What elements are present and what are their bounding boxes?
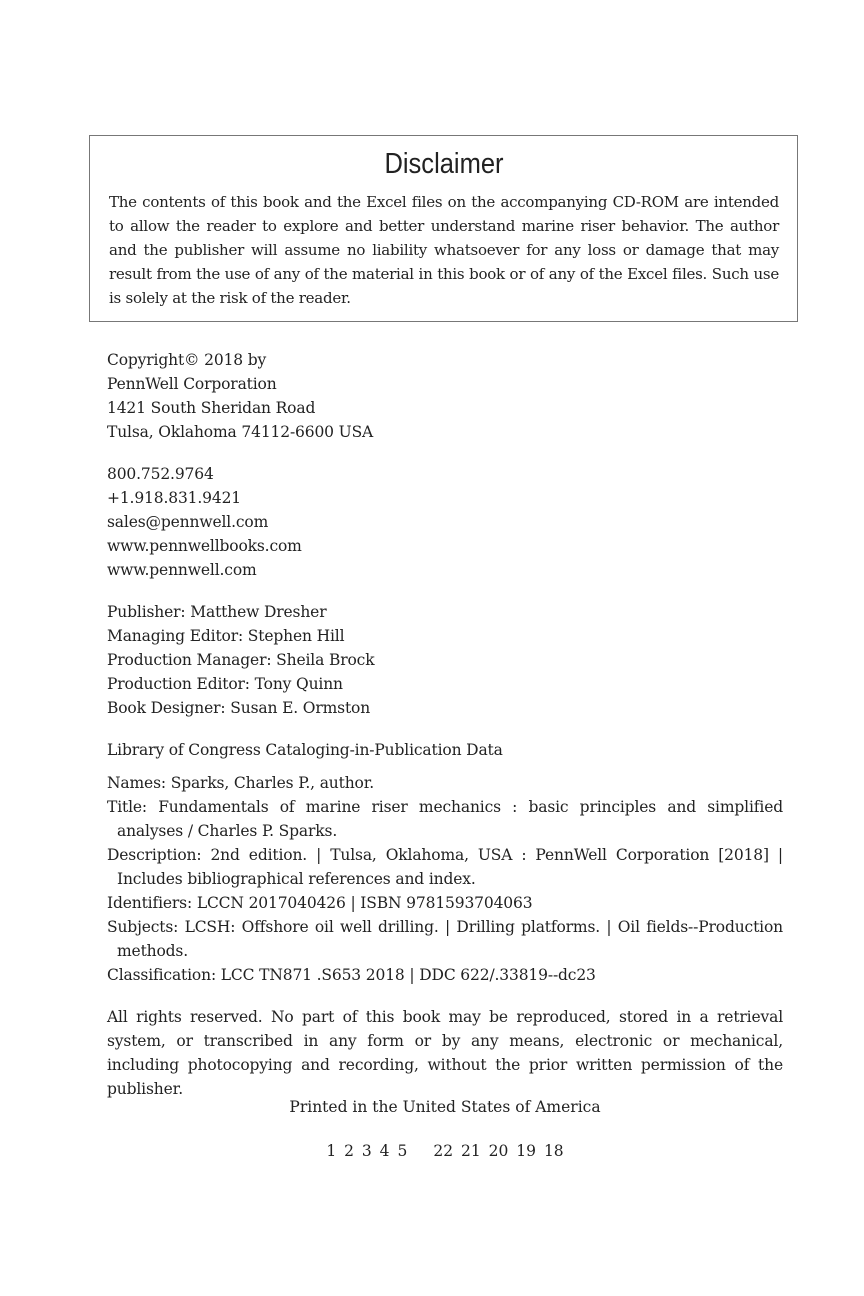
email-address: sales@pennwell.com	[107, 513, 269, 531]
disclaimer-text: The contents of this book and the Excel files on the accompanying CD-ROM are intended to allow the reader to explore and better understand marine riser behavior. The author and the publisher will assume no liability whatsoever for any loss or damage that may result from the use of any of the material in this book or of any of the Excel files. Such use is solely at the risk of the reader.	[109, 193, 779, 307]
cip-title: Title: Fundamentals of marine riser mechanics : basic principles and simplified analyses / Charles P. Sparks.	[107, 798, 783, 840]
impression-numbers: 1 2 3 4 5	[326, 1142, 408, 1160]
website-books: www.pennwellbooks.com	[107, 537, 302, 555]
cip-description: Description: 2nd edition. | Tulsa, Oklahoma, USA : PennWell Corporation [2018] | Includes bibliographical references and index.	[107, 846, 783, 888]
cip-data	[107, 771, 783, 987]
cip-names: Names: Sparks, Charles P., author.	[107, 774, 375, 792]
publisher-address	[107, 348, 783, 444]
copyright-line: Copyright© 2018 by	[107, 351, 267, 369]
website-main: www.pennwell.com	[107, 561, 257, 579]
disclaimer-box	[89, 135, 798, 322]
year-numbers: 22 21 20 19 18	[433, 1142, 564, 1160]
cip-classification: Classification: LCC TN871 .S653 2018 | DDC 622/.33819--dc23	[107, 966, 596, 984]
phone-international: +1.918.831.9421	[107, 489, 241, 507]
printed-in: Printed in the United States of America	[289, 1098, 601, 1116]
contact-info	[107, 462, 783, 582]
disclaimer-title: Disclaimer	[384, 148, 504, 180]
managing-editor-credit: Managing Editor: Stephen Hill	[107, 627, 345, 645]
cip-heading-text: Library of Congress Cataloging-in-Publication Data	[107, 741, 503, 759]
cip-subjects: Subjects: LCSH: Offshore oil well drilling. | Drilling platforms. | Oil fields--Production methods.	[107, 918, 783, 960]
city-address: Tulsa, Oklahoma 74112-6600 USA	[107, 423, 374, 441]
company-name: PennWell Corporation	[107, 375, 277, 393]
cip-identifiers: Identifiers: LCCN 2017040426 | ISBN 9781593704063	[107, 894, 533, 912]
cip-heading	[107, 738, 783, 762]
production-editor-credit: Production Editor: Tony Quinn	[107, 675, 343, 693]
rights-statement: All rights reserved. No part of this book may be reproduced, stored in a retrieval system, or transcribed in any form or by any means, electronic or mechanical, including photocopying and recording, without the prior written permission of the publisher.	[107, 1008, 783, 1098]
production-manager-credit: Production Manager: Sheila Brock	[107, 651, 375, 669]
staff-credits	[107, 600, 783, 720]
publisher-credit: Publisher: Matthew Dresher	[107, 603, 327, 621]
street-address: 1421 South Sheridan Road	[107, 399, 316, 417]
printing-numbers	[0, 1139, 864, 1163]
book-designer-credit: Book Designer: Susan E. Ormston	[107, 699, 371, 717]
phone-tollfree: 800.752.9764	[107, 465, 214, 483]
